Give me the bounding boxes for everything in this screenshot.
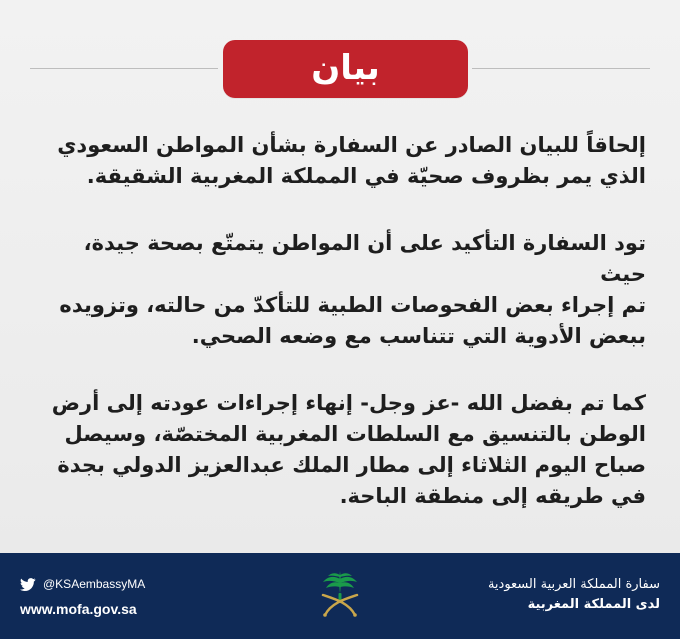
statement-paragraph-2: تود السفارة التأكيد على أن المواطن يتمتّع بصحة جيدة، حيث تم إجراء بعض الفحوصات الطبية للتأكدّ من حالته، وتزويده ببعض الأدوية التي تتناسب مع وضعه الصحي. [59, 231, 646, 348]
title-divider-left [30, 68, 218, 69]
embassy-name-line2: لدى المملكة المغربية [527, 597, 660, 612]
contact-block [20, 575, 240, 617]
twitter-icon [20, 578, 36, 591]
saudi-emblem-icon [313, 565, 367, 625]
footer-bar [0, 553, 680, 639]
social-row [20, 575, 240, 593]
page-title: بيان [311, 48, 380, 88]
social-handle[interactable]: @KSAembassyMA [43, 577, 146, 591]
title-divider-right [472, 68, 650, 69]
statement-body [34, 130, 646, 512]
embassy-name-line1: سفارة المملكة العربية السعودية [487, 577, 660, 592]
statement-paragraph-3: كما تم بفضل الله -عز وجل- إنهاء إجراءات عودته إلى أرض الوطن بالتنسيق مع السلطات المغربية المختصّة، وسيصل صباح اليوم الثلاثاء إلى مطار الملك عبدالعزيز الدولي بجدة في طريقه إلى منطقة الباحة. [51, 391, 646, 508]
website-link[interactable]: www.mofa.gov.sa [20, 601, 137, 617]
embassy-info [410, 577, 660, 613]
statement-paragraph-1: إلحاقاً للبيان الصادر عن السفارة بشأن المواطن السعودي الذي يمر بظروف صحيّة في المملكة المغربية الشقيقة. [57, 133, 646, 188]
title-badge [223, 40, 468, 98]
